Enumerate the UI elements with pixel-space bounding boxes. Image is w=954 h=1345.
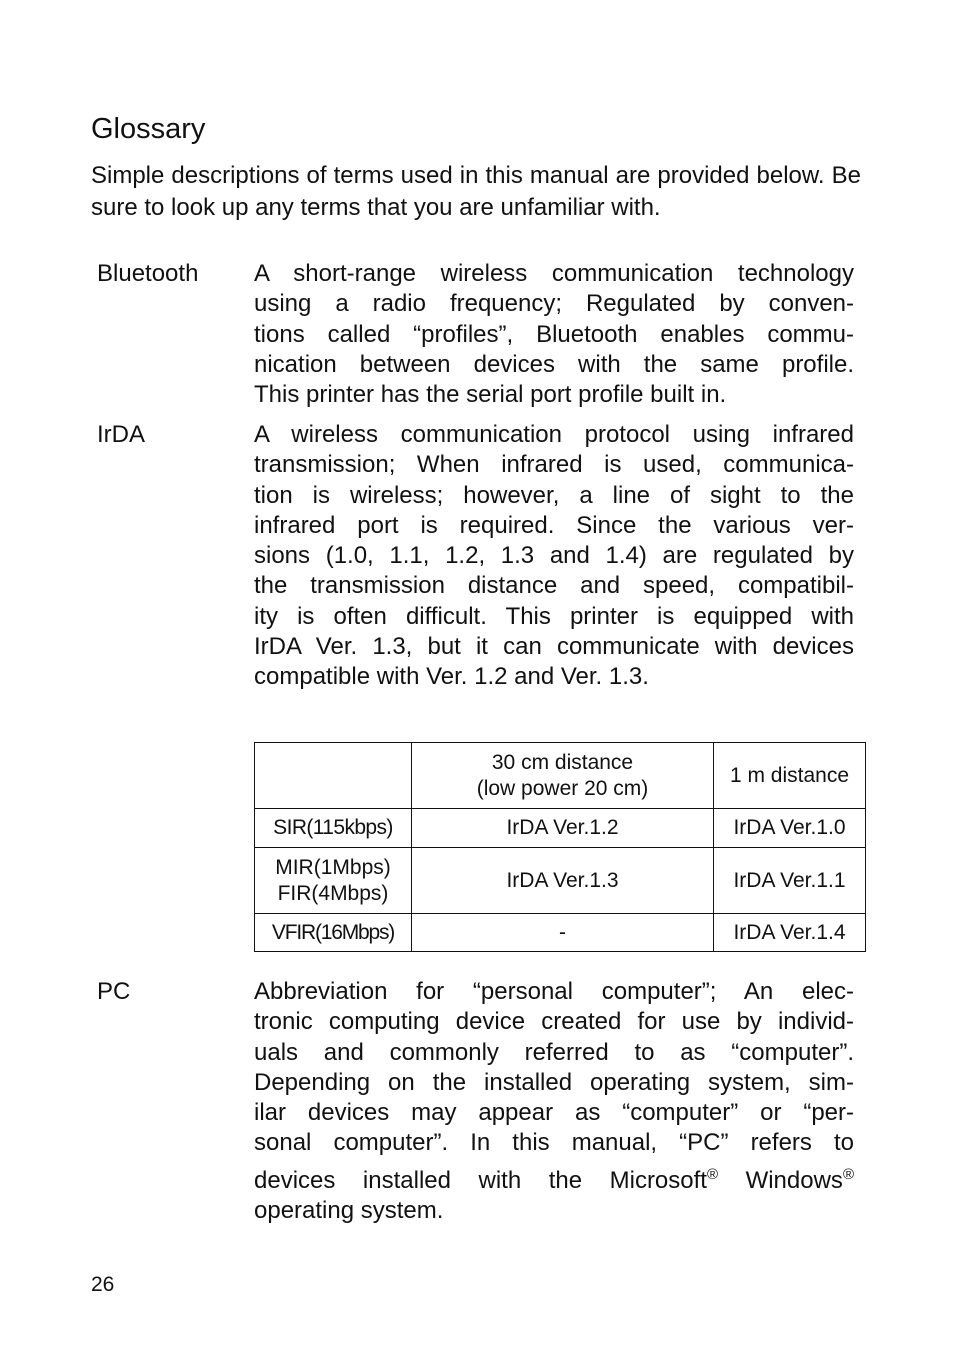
irda-compatibility-table bbox=[254, 742, 866, 952]
definition-line: the transmission distance and speed, compatibil- bbox=[254, 572, 854, 600]
definition-line: Abbreviation for “personal computer”; An elec- bbox=[254, 978, 854, 1005]
definition-line: nication between devices with the same profile. bbox=[254, 350, 854, 378]
line-text: Windows bbox=[718, 1166, 843, 1194]
table-header-cell-1m: 1 m distance bbox=[714, 743, 866, 809]
definition-line: sions (1.0, 1.1, 1.2, 1.3 and 1.4) are regulated by bbox=[254, 542, 854, 570]
line-text: devices installed with the Microsoft bbox=[254, 1166, 707, 1194]
definition-line: ilar devices may appear as “computer” or “per- bbox=[254, 1099, 854, 1127]
definition-pc bbox=[254, 977, 854, 1226]
definition-line: transmission; When infrared is used, communica- bbox=[254, 451, 854, 479]
definition-line: uals and commonly referred to as “computer”. bbox=[254, 1038, 854, 1066]
term-irda: IrDA bbox=[97, 421, 145, 448]
definition-line: compatible with Ver. 1.2 and Ver. 1.3. bbox=[254, 663, 649, 691]
table-row bbox=[255, 809, 866, 848]
intro-paragraph: Simple descriptions of terms used in this manual are provided below. Be sure to look up any terms that you are unfamiliar with. bbox=[91, 162, 861, 221]
table-cell-1m: IrDA Ver.1.0 bbox=[714, 809, 866, 848]
definition-line: operating system. bbox=[254, 1197, 444, 1225]
registered-mark: ® bbox=[706, 1165, 719, 1183]
table-header-row bbox=[255, 743, 866, 809]
table-cell-mode: SIR(115kbps) bbox=[255, 809, 412, 848]
definition-line: IrDA Ver. 1.3, but it can communicate with devices bbox=[254, 633, 854, 661]
definition-bluetooth bbox=[254, 259, 854, 410]
definition-irda bbox=[254, 420, 854, 693]
definition-line: infrared port is required. Since the various ver- bbox=[254, 511, 854, 539]
mode-line2: FIR(4Mbps) bbox=[277, 881, 389, 905]
table-cell-30cm: IrDA Ver.1.3 bbox=[412, 848, 714, 914]
table-cell-mode bbox=[255, 848, 412, 914]
definition-line: A wireless communication protocol using infrared bbox=[254, 421, 854, 448]
table-cell-30cm: - bbox=[412, 914, 714, 952]
definition-line: Depending on the installed operating system, sim- bbox=[254, 1068, 854, 1096]
table-header-cell-30cm bbox=[412, 743, 714, 809]
header-30cm-line2: (low power 20 cm) bbox=[476, 776, 649, 800]
table-header-cell-empty bbox=[255, 743, 412, 809]
page-number: 26 bbox=[91, 1273, 115, 1296]
table-cell-mode: VFIR(16Mbps) bbox=[255, 914, 412, 952]
definition-line: This printer has the serial port profile built in. bbox=[254, 381, 727, 409]
page-title: Glossary bbox=[91, 113, 206, 145]
definition-line: A short-range wireless communication technology bbox=[254, 260, 854, 287]
registered-mark: ® bbox=[842, 1165, 854, 1183]
term-bluetooth: Bluetooth bbox=[97, 260, 199, 287]
mode-line1: MIR(1Mbps) bbox=[275, 855, 391, 879]
table-cell-30cm: IrDA Ver.1.2 bbox=[412, 809, 714, 848]
definition-line: tions called “profiles”, Bluetooth enables commu- bbox=[254, 320, 854, 348]
definition-line: using a radio frequency; Regulated by conven- bbox=[254, 290, 854, 318]
definition-line: tion is wireless; however, a line of sight to the bbox=[254, 481, 854, 509]
definition-line: tronic computing device created for use by individ- bbox=[254, 1008, 854, 1036]
term-pc: PC bbox=[97, 978, 131, 1005]
table-cell-1m: IrDA Ver.1.1 bbox=[714, 848, 866, 914]
definition-line: ity is often difficult. This printer is equipped with bbox=[254, 602, 854, 630]
table-row bbox=[255, 848, 866, 914]
table-row bbox=[255, 914, 866, 952]
table-cell-1m: IrDA Ver.1.4 bbox=[714, 914, 866, 952]
header-30cm-line1: 30 cm distance bbox=[491, 750, 634, 774]
definition-line: sonal computer”. In this manual, “PC” refers to bbox=[254, 1129, 854, 1157]
definition-line bbox=[254, 1166, 854, 1196]
